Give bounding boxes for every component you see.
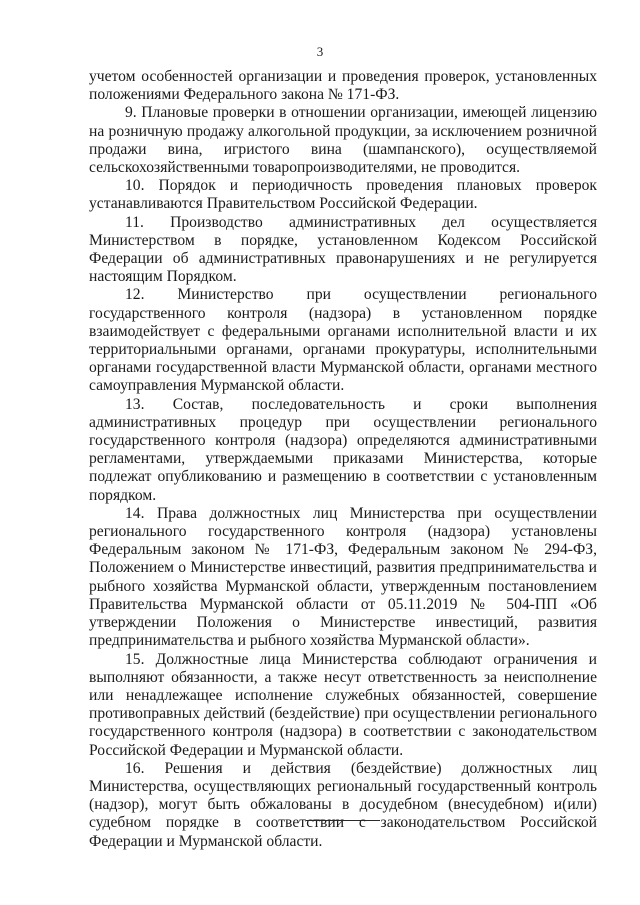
document-body	[89, 68, 597, 851]
paragraph-11: 11. Производство административных дел осуществляется Министерством в порядке, установленном Кодексом Российской Федерации об административных правонарушениях и не регулируется настоящим Порядком.	[89, 213, 597, 286]
paragraph-9: 9. Плановые проверки в отношении организации, имеющей лицензию на розничную продажу алкогольной продукции, за исключением розничной продажи вина, игристого вина (шампанского), осуществляемой сельскохозяйственными товаропроизводителями, не проводится.	[89, 104, 597, 177]
paragraph-12: 12. Министерство при осуществлении регионального государственного контроля (надзора) в установленном порядке взаимодействует с федеральными органами исполнительной власти и их территориальными органами, органами прокуратуры, исполнительными органами государственной власти Мурманской области, органами местного самоуправления Мурманской области.	[89, 286, 597, 395]
end-of-document-rule	[306, 820, 380, 821]
paragraph-14: 14. Права должностных лиц Министерства при осуществлении регионального государственного контроля (надзора) установлены Федеральным законом № 171-ФЗ, Федеральным законом № 294-ФЗ, Положением о Министерстве инвестиций, развития предпринимательства и рыбного хозяйства Мурманской области, утвержденным постановлением Правительства Мурманской области от 05.11.2019 № 504-ПП «Об утверждении Положения о Министерстве инвестиций, развития предпринимательства и рыбного хозяйства Мурманской области».	[89, 504, 597, 650]
paragraph-continuation: учетом особенностей организации и проведения проверок, установленных положениями Федерального закона № 171-ФЗ.	[89, 68, 597, 104]
paragraph-10: 10. Порядок и периодичность проведения плановых проверок устанавливаются Правительством Российской Федерации.	[89, 177, 597, 213]
paragraph-13: 13. Состав, последовательность и сроки выполнения административных процедур при осуществлении регионального государственного контроля (надзора) определяются административными регламентами, утверждаемыми приказами Министерства, которые подлежат опубликованию и размещению в соответствии с установленным порядком.	[89, 395, 597, 504]
paragraph-16: 16. Решения и действия (бездействие) должностных лиц Министерства, осуществляющих региональный государственный контроль (надзор), могут быть обжалованы в досудебном (внесудебном) и(или) судебном порядке в соответствии с законодательством Российской Федерации и Мурманской области.	[89, 759, 597, 850]
page-number: 3	[316, 44, 324, 59]
paragraph-15: 15. Должностные лица Министерства соблюдают ограничения и выполняют обязанности, а также несут ответственность за неисполнение или ненадлежащее исполнение служебных обязанностей, совершение противоправных действий (бездействие) при осуществлении регионального государственного контроля (надзора) в соответствии с законодательством Российской Федерации и Мурманской области.	[89, 650, 597, 759]
